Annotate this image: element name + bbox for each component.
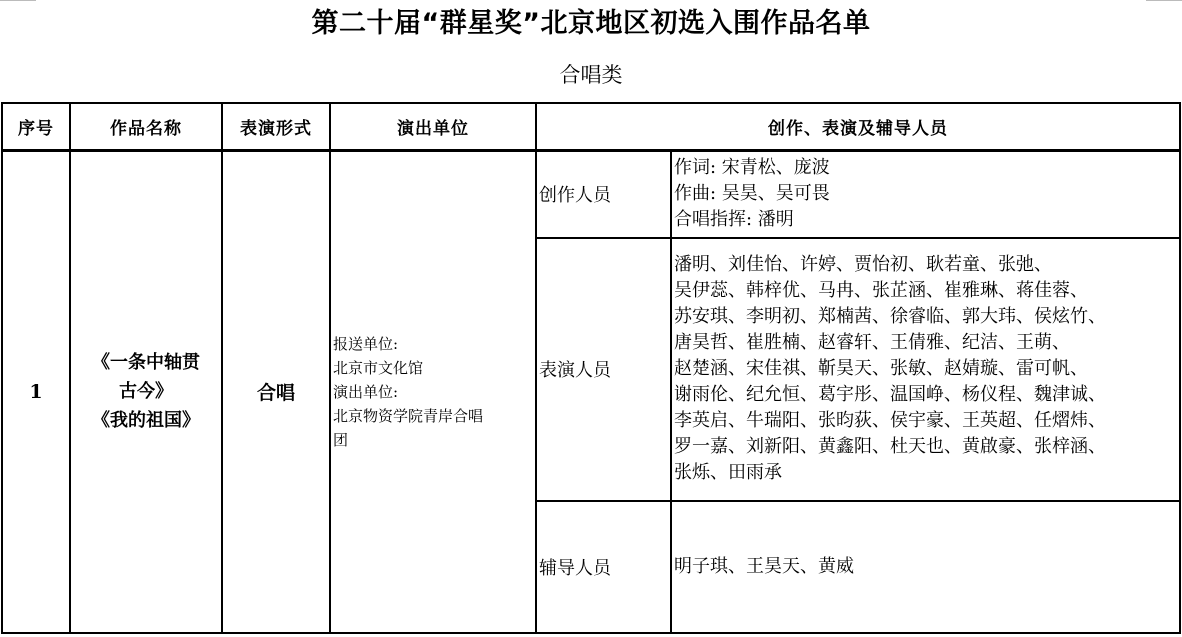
cell-work-title (70, 151, 222, 633)
category-subtitle: 合唱类 (559, 63, 623, 87)
work-title-line: 《一条中轴贯 (92, 352, 200, 374)
header-work-title: 作品名称 (70, 103, 222, 151)
creator-line: 作曲: 吴昊、吴可畏 (674, 183, 830, 205)
performer-line: 谢雨伦、纪允恒、葛宇彤、温国峥、杨仪程、魏津诚、 (674, 384, 1106, 405)
work-title-line: 《我的祖国》 (92, 410, 200, 432)
performer-line: 张烁、田雨承 (674, 462, 782, 483)
cell-performing-unit (330, 151, 536, 633)
header-number: 序号 (2, 103, 70, 151)
header-performance-form: 表演形式 (222, 103, 330, 151)
unit-line: 团 (333, 430, 349, 449)
unit-line: 演出单位: (333, 382, 399, 401)
cell-number: 1 (2, 151, 70, 633)
table-header-row (2, 103, 1180, 151)
page-edge-mark-left (0, 0, 36, 1)
performer-line: 罗一嘉、刘新阳、黄鑫阳、杜天也、黄啟豪、张梓涵、 (674, 436, 1106, 457)
creator-line: 作词: 宋青松、庞波 (674, 157, 830, 179)
unit-line: 报送单位: (333, 334, 399, 353)
performer-line: 唐昊哲、崔胜楠、赵睿轩、王倩雅、纪洁、王萌、 (674, 332, 1070, 353)
category-creators: 创作人员 (536, 151, 671, 238)
unit-line: 北京物资学院青岸合唱 (333, 406, 484, 425)
page-title: 第二十届“群星奖”北京地区初选入围作品名单 (311, 8, 871, 39)
coach-line: 明子琪、王昊天、黄威 (674, 555, 854, 577)
performer-line: 赵楚涵、宋佳祺、靳昊天、张敏、赵婧璇、雷可帆、 (674, 358, 1088, 379)
creator-line: 合唱指挥: 潘明 (674, 209, 794, 231)
unit-line: 北京市文化馆 (333, 358, 424, 377)
creators-list (671, 151, 1180, 238)
header-staff: 创作、表演及辅导人员 (536, 103, 1180, 151)
coaches-list (671, 501, 1180, 633)
performer-line: 苏安琪、李明初、郑楠茜、徐睿临、郭大玮、侯炫竹、 (674, 306, 1106, 327)
nominee-table (1, 102, 1181, 634)
performers-list (671, 238, 1180, 501)
category-coaches: 辅导人员 (536, 501, 671, 633)
work-title-line: 古今》 (119, 381, 173, 403)
performer-line: 潘明、刘佳怡、许婷、贾怡初、耿若童、张弛、 (674, 254, 1052, 275)
table-row (2, 151, 1180, 238)
performer-line: 李英启、牛瑞阳、张昀荻、侯宇豪、王英超、任熠炜、 (674, 410, 1106, 431)
cell-performance-form: 合唱 (222, 151, 330, 633)
category-performers: 表演人员 (536, 238, 671, 501)
performer-line: 吴伊蕊、韩梓优、马冉、张芷涵、崔雅琳、蒋佳蓉、 (674, 280, 1088, 301)
page-edge-mark-right (1146, 0, 1182, 1)
header-performing-unit: 演出单位 (330, 103, 536, 151)
